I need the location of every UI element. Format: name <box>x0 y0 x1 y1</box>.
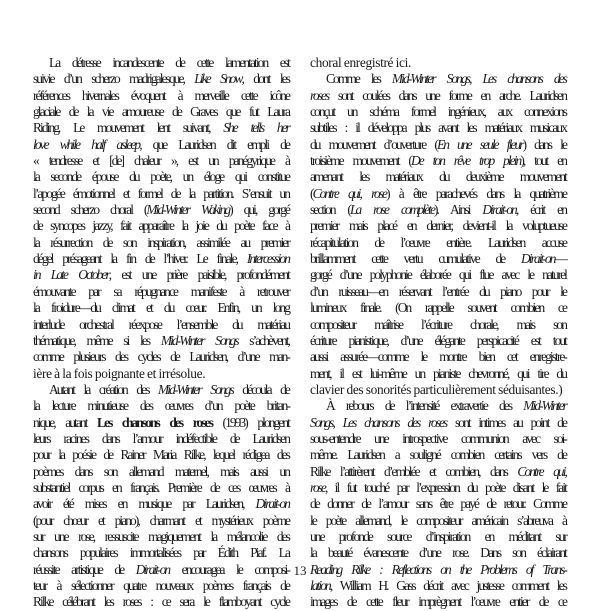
paragraph <box>33 55 289 382</box>
text-line <box>310 464 566 480</box>
text-line <box>310 496 566 512</box>
text-run: la lecture minutieuse des œuvres d’un poète britan- <box>33 398 289 414</box>
text-run: (1993) plongent <box>212 414 289 430</box>
text-run: récapitulation de l’œuvre entière. Lauridsen accuse <box>310 234 566 250</box>
text-line <box>310 431 566 447</box>
text-run: « tendresse et [de] chaleur », est un panégyrique à <box>33 153 289 169</box>
text-run: dégel présageant la fin de l’hiver. Le finale, <box>33 251 247 267</box>
text-run: troisième mouvement ( <box>310 153 411 169</box>
text-run: teur à sélectionner quatre nouveaux poèmes français de <box>33 578 289 593</box>
italic-title: Songs <box>310 414 333 430</box>
text-run: le poète allemand, le compositeur américain s’abreuva à <box>310 512 566 528</box>
italic-title: La rose complète <box>349 202 434 218</box>
text-line <box>33 366 289 382</box>
text-run: second scherzo choral ( <box>33 202 147 218</box>
italic-title: Intercession <box>246 251 289 267</box>
text-run: brillamment cette vertu cumulative de <box>310 251 521 267</box>
text-line <box>33 300 289 316</box>
italic-title: Les chansons des <box>482 71 566 87</box>
text-line <box>310 284 566 300</box>
text-line <box>310 333 566 349</box>
italic-title: Contre qui, <box>517 463 566 479</box>
text-line <box>310 578 566 594</box>
text-line <box>310 251 566 267</box>
text-line <box>310 120 566 136</box>
text-line <box>310 513 566 529</box>
text-run: — <box>554 251 566 267</box>
text-line <box>33 333 289 349</box>
text-line <box>33 88 289 104</box>
text-line <box>33 415 289 431</box>
text-line <box>310 529 566 545</box>
text-run: , est une prière paisible, profondément <box>108 267 289 283</box>
text-run: choral enregistré ici. <box>310 55 411 70</box>
text-run: conçut un schéma formel ingénieux, aux connexions <box>310 104 566 120</box>
text-line <box>33 235 289 251</box>
italic-title: Mid-Winter Waking <box>146 202 230 218</box>
text-run: , <box>469 71 483 87</box>
bold-title: Les chansons des roses <box>97 414 213 430</box>
text-line <box>33 513 289 529</box>
text-run: ) qui, gorgé <box>229 202 289 218</box>
italic-title: in Late October <box>33 267 109 283</box>
italic-title: Mid-Winter Songs <box>158 381 233 397</box>
text-run: Rilke l’attirèrent d’emblée et combien, dans <box>310 463 518 479</box>
text-line <box>33 496 289 512</box>
text-line <box>33 317 289 333</box>
text-line <box>310 169 566 185</box>
text-line <box>33 545 289 561</box>
text-line <box>33 202 289 218</box>
italic-title: Dirait-on <box>521 251 555 267</box>
text-run: références hivernales évoquent à merveille cette icône <box>33 87 289 103</box>
text-line <box>310 235 566 251</box>
text-run: encouragea le composi- <box>169 561 289 577</box>
text-line <box>33 218 289 234</box>
text-run: d’un ruisseau—en réservant l’entrée du piano pour le <box>310 283 566 299</box>
italic-title: En une seule fleur <box>436 136 523 152</box>
text-run: chansons populaires immortalisées par Édith Piaf. La <box>33 545 289 561</box>
text-line <box>310 218 566 234</box>
text-line <box>33 55 289 71</box>
text-run: , William H. Gass décrit avec justesse comment les <box>329 578 566 593</box>
text-line <box>33 464 289 480</box>
text-line <box>310 104 566 120</box>
text-run: sur une rose, ressuscite magiquement la mélancolie des <box>33 528 289 544</box>
text-run: de syncopes jazzy, fait apparaître la joie du poète face à <box>33 218 289 234</box>
italic-title: love while half asleep <box>33 136 140 152</box>
text-run: premier mais placé en dernier, devient-il la voluptueuse <box>310 218 566 234</box>
text-run: Comme les <box>326 71 392 87</box>
text-line <box>33 71 289 87</box>
text-run: subtiles : il développa plus avant les matériaux musicaux <box>310 120 566 136</box>
italic-title: Reading Rilke : Reflections on the Problems of Trans- <box>310 561 566 577</box>
text-line <box>33 153 289 169</box>
text-run: réussite artistique de <box>33 561 136 577</box>
text-run: substantiel corpus en français. Première de ces œuvres à <box>33 479 289 495</box>
text-run: Autant la création des <box>49 381 159 397</box>
text-line <box>33 431 289 447</box>
text-run: s’achèvent, <box>237 332 289 348</box>
italic-title: Dirait-on <box>482 202 516 218</box>
text-run: La détresse incandescente de cette lamentation est <box>49 55 289 70</box>
text-run: la seconde épouse du poète, un éloge qui constitue <box>33 169 289 185</box>
text-run: clavier des sonorités particulièrement séduisantes.) <box>310 381 563 397</box>
text-line <box>310 153 566 169</box>
text-run: la froidure—du climat et du cœur. Enfin, un long <box>33 300 289 316</box>
text-run: Rilke célébrant les roses : ce sera le flamboyant cycle <box>33 594 289 610</box>
text-line <box>33 447 289 463</box>
text-run: émouvante par sa répugnance manifeste à retrouver <box>33 283 289 299</box>
text-line <box>310 594 566 610</box>
text-line <box>33 529 289 545</box>
text-run: interlude orchestral réexpose l’ensemble du matériau <box>33 316 289 332</box>
text-run: la beauté évanescente d’une rose. Dans son éclairant <box>310 545 566 561</box>
italic-title: Like Snow <box>194 71 242 87</box>
text-run: lumineux finale. (On rappelle souvent combien ce <box>310 300 566 316</box>
text-run: compositeur maîtrise l’écriture chorale, mais son <box>310 316 566 332</box>
text-run: sont coulées dans une forme en arche. Lauridsen <box>328 87 566 103</box>
text-run: gorgé d’une polyphonie élaborée qui flue avec le naturel <box>310 267 566 283</box>
text-line <box>310 366 566 382</box>
text-run: une profonde source d’inspiration en méditant sur <box>310 528 566 544</box>
text-run: poèmes dans son allemand maternel, mais aussi un <box>33 463 289 479</box>
text-run: suivie d’un scherzo madrigalesque, <box>33 71 195 87</box>
text-line <box>33 169 289 185</box>
italic-title: De ton rêve trop plein <box>411 153 521 169</box>
text-run: images de cette fleur imprègnent l’œuvre entier de ce <box>310 594 566 610</box>
text-line <box>310 202 566 218</box>
text-run: même. Lauridsen a souligné combien certains vers de <box>310 447 566 463</box>
text-run: À rebours de l’intensité extravertie des <box>326 398 524 414</box>
text-line <box>310 55 566 71</box>
text-line <box>310 137 566 153</box>
text-line <box>33 594 289 610</box>
text-run: écriture pianistique, d’une élégante perspicacité est tout <box>310 332 566 348</box>
text-run: du mouvement d’ouverture ( <box>310 136 437 152</box>
paragraph <box>310 71 566 398</box>
text-line <box>310 317 566 333</box>
italic-title: Mid-Winter Songs <box>391 71 470 87</box>
text-run: amenant les matériaux du deuxième mouvement <box>310 169 566 185</box>
italic-title: She tells her <box>223 120 289 136</box>
text-line <box>310 349 566 365</box>
text-run: l’apogée émotionnel et formel de la partition. S’ensuit un <box>33 185 289 201</box>
text-line <box>310 415 566 431</box>
text-run: ), tout en <box>520 153 566 169</box>
text-line <box>310 71 566 87</box>
text-run: comme plusieurs des cycles de Lauridsen, d’une man- <box>33 349 289 365</box>
text-line <box>310 480 566 496</box>
text-line <box>33 267 289 283</box>
text-run: , <box>332 414 343 430</box>
text-run: ( <box>310 185 313 201</box>
text-line <box>33 480 289 496</box>
text-run: , écrit en <box>515 202 567 218</box>
text-run: Riding. Le mouvement lent suivant, <box>33 120 224 136</box>
paragraph <box>310 55 566 71</box>
text-line <box>33 137 289 153</box>
italic-title: Mid-Winter <box>523 398 566 414</box>
italic-title: Mid-Winter Songs <box>160 332 238 348</box>
text-run: glaciale de la vie amoureuse de Graves que fut Laura <box>33 104 289 120</box>
text-run: découla de <box>232 381 289 397</box>
text-line <box>310 267 566 283</box>
text-run: ) dans le <box>522 136 566 152</box>
text-line <box>33 120 289 136</box>
text-run: ière à la fois poignante et irrésolue. <box>33 365 206 381</box>
page-number: 13 <box>293 563 307 578</box>
text-run: , que Lauridsen dit empli de <box>139 136 289 152</box>
italic-title: Dirait-on <box>255 496 289 512</box>
text-line <box>310 398 566 414</box>
text-run: sont intimes au point de <box>446 414 566 430</box>
text-run: section ( <box>310 202 350 218</box>
text-line <box>33 578 289 594</box>
text-line <box>310 186 566 202</box>
text-line <box>310 382 566 398</box>
text-run: , dont les <box>241 71 290 87</box>
text-run: sous-entendre une introspective communion avec soi- <box>310 430 566 446</box>
italic-title: roses <box>310 87 329 103</box>
italic-title: Les chansons des roses <box>342 414 447 430</box>
text-run: avoir été mises en musique par Lauridsen, <box>33 496 256 512</box>
text-line <box>33 398 289 414</box>
text-line <box>310 88 566 104</box>
text-line <box>33 186 289 202</box>
text-line <box>310 545 566 561</box>
text-run: aussi assurée—comme le montre bien cet enregistre- <box>310 349 566 365</box>
right-column <box>310 55 566 611</box>
text-line <box>33 251 289 267</box>
text-run: la résurrection de son inspiration, assimilée au premier <box>33 234 289 250</box>
text-run: leurs racines dans l’amour indéfectible de Lauridsen <box>33 430 289 446</box>
text-run: de donner de l’amour sans être payé de retour. Comme <box>310 496 566 512</box>
text-line <box>33 382 289 398</box>
italic-title: Contre qui, rose <box>312 185 387 201</box>
italic-title: lation <box>310 578 330 593</box>
italic-title: Dirait-on <box>135 561 170 577</box>
text-line <box>33 284 289 300</box>
text-line <box>310 300 566 316</box>
italic-title: rose <box>310 479 325 495</box>
text-run: (pour chœur et piano), charmant et mystérieux poème <box>33 512 289 528</box>
text-run: pour la poésie de Rainer Maria Rilke, lequel rédigea des <box>33 447 289 463</box>
text-run: ment, il est lui-même un pianiste chevronné, qui tire du <box>310 365 566 381</box>
text-line <box>33 104 289 120</box>
text-run: nique, autant <box>33 414 98 430</box>
text-run: , il fut touché par l’expression du poète disant le fait <box>324 479 566 495</box>
text-run: thématique, même si les <box>33 332 161 348</box>
text-run: ) à être parachevés dans la quatrième <box>386 185 566 201</box>
text-line <box>33 349 289 365</box>
text-run: ). Ainsi <box>434 202 483 218</box>
text-line <box>310 447 566 463</box>
left-column <box>33 55 289 611</box>
